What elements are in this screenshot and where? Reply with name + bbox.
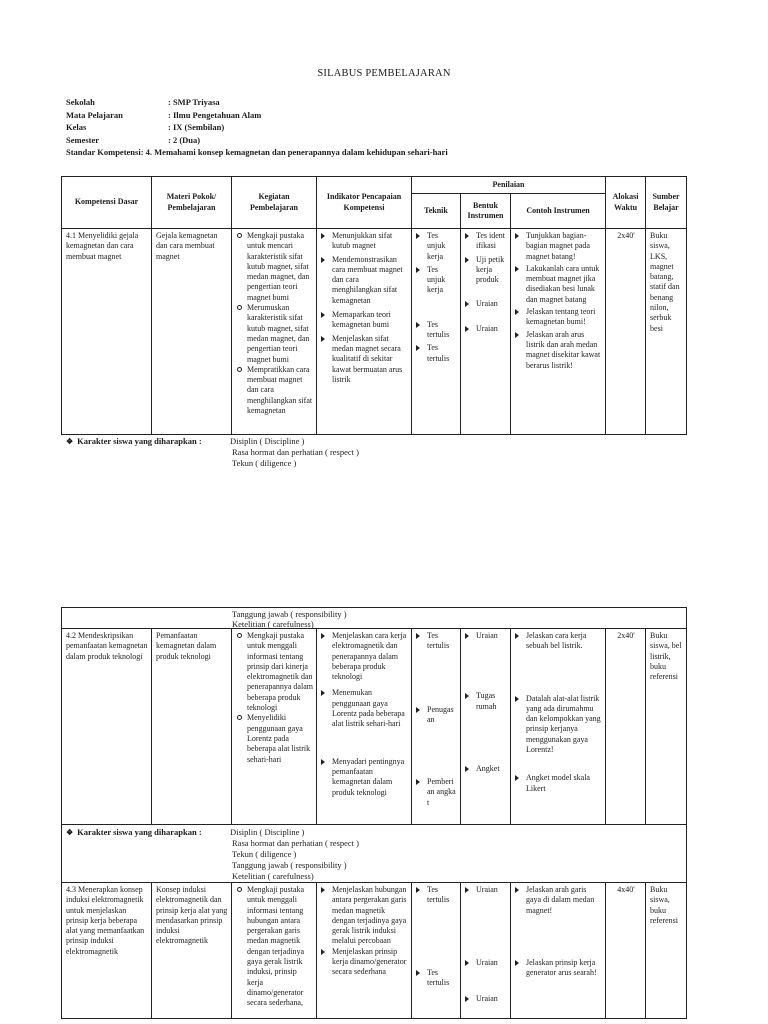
list-item: Tes tertulis [419,968,457,989]
header-bentuk: Bentuk Instrumen [461,194,511,229]
kd-cell [62,883,152,1019]
divider [61,434,687,435]
header-alokasi: Alokasi Waktu [606,177,646,229]
teknik-cell [412,629,461,825]
materi-cell [152,883,232,1019]
karakter-block [66,436,686,472]
table-row [62,883,687,1019]
karakter-line: Rasa hormat dan perhatian ( respect ) [232,447,359,457]
kd-text: 4.2 Mendeskripsikan pemanfaatan kemagnetan dalam produk teknologi [66,631,148,661]
standar-kompetensi: Standar Kompetensi: 4. Memahami konsep kemagnetan dan penerapannya dalam kehidupan sehari-hari [66,147,448,157]
bentuk-cell [461,883,511,1019]
divider [61,607,62,628]
header-penilaian: Penilaian [412,177,606,194]
list-item: Uraian [468,885,507,895]
sumber-text: Buku siswa, LKS, magnet batang, statif dan benang nilon, serbuk besi [650,231,680,333]
header-materi: Materi Pokok/ Pembelajaran [152,177,232,229]
list-item: Tes tertulis [419,631,457,652]
meta-value: : 2 (Dua) [168,134,201,145]
materi-cell [152,629,232,825]
list-item: Uraian [468,958,507,968]
kegiatan-cell [232,629,317,825]
alokasi-text: 2x40' [617,631,635,640]
list-item: Jelaskan prinsip kerja generator arus searah! [518,958,602,979]
header-kegiatan: Kegiatan Pembelajaran [232,177,317,229]
karakter-line: Ketelitian ( carefulness) [232,619,314,629]
karakter-line: Tekun ( diligence ) [232,458,297,468]
karakter-line: Tekun ( diligence ) [232,849,297,859]
list-item: Tunjukkan bagian-bagian magnet pada magnet batang! [518,231,602,262]
list-item: Uraian [468,994,507,1004]
syllabus-table-page1 [61,176,687,435]
materi-text: Pemanfaatan kemagnetan dalam produk teknologi [156,631,217,661]
kd-text: 4.3 Menerapkan konsep induksi elektromagnetik untuk menjelaskan prinsip kerja beberapa alat yang memanfaatkan prinsip induksi elektromagnetik [66,885,145,956]
list-item: Uraian [468,631,507,641]
indikator-cell [317,883,412,1019]
bentuk-cell [461,229,511,435]
list-item: Tes unjuk kerja [419,231,457,262]
karakter-block [66,827,686,883]
kegiatan-cell [232,229,317,435]
list-item: Uraian [468,299,507,309]
meta-key: Semester [66,134,100,145]
karakter-line: Tanggung jawab ( responsibility ) [232,860,347,870]
karakter-label [66,827,202,839]
teknik-cell [412,229,461,435]
contoh-cell [511,229,606,435]
list-item: Tes tertulis [419,320,457,341]
star-icon: ❖ [66,437,74,446]
list-item: Tes unjuk kerja [419,265,457,296]
contoh-cell [511,883,606,1019]
contoh-cell [511,629,606,825]
karakter-line: Rasa hormat dan perhatian ( respect ) [232,838,359,848]
teknik-cell [412,883,461,1019]
alokasi-cell [606,229,646,435]
alokasi-cell [606,883,646,1019]
sumber-cell [646,883,687,1019]
page-title: SILABUS PEMBELAJARAN [317,68,451,79]
meta-key: Mata Pelajaran [66,109,123,120]
list-item: Mendemonstrasikan cara membuat magnet dan cara menghilangkan sifat kemagnetan [324,255,408,306]
materi-text: Konsep induksi elektromagnetik dan prinsip kerja alat yang mendasarkan prinsip induksi elektromagnetik [156,885,228,946]
list-item: Mengkaji pustaka untuk menggali informasi tentang hubungan antara pergerakan garis medan magnetik dengan terjadinya gaya gerak listrik induksi, prinsip kerja dinamo/generator secara sederhana, [239,885,313,1009]
list-item: Jelaskan tentang teori kemagnetan bumi! [518,307,602,328]
list-item: Pemberian angkat [419,777,457,808]
header-contoh: Contoh Instrumen [511,194,606,229]
list-item: Menyadari pentingnya pemanfaatan kemagnetan dalam produk teknologi [324,757,408,798]
list-item: Uji petik kerja produk [468,255,507,286]
star-icon: ❖ [66,828,74,837]
list-item: Menjelaskan prinsip kerja dinamo/generator secara sederhana [324,947,408,978]
syllabus-meta [0,96,768,166]
karakter-label-text: Karakter siswa yang diharapkan : [77,827,202,837]
header-indikator: Indikator Pencapaian Kompetensi [317,177,412,229]
list-item: Lakukanlah cara untuk membuat magnet jika disediakan besi lunak dan magnet batang [518,264,602,305]
kd-cell [62,629,152,825]
list-item: Menjelaskan hubungan antara pergerakan garis medan magnetik dengan terjadinya gaya gerak listrik induksi melalui percobaan [324,885,408,947]
header-teknik: Teknik [412,194,461,229]
divider [686,824,687,882]
list-item: Mengkaji pustaka untuk menggali informasi tentang prinsip dari kinerja elektromagnetik dan penerapannya dalam beberapa produk teknologi [239,631,313,713]
indikator-cell [317,229,412,435]
list-item: Jelaskan cara kerja sebuah bel listrik. [518,631,602,652]
meta-key: Kelas [66,122,87,132]
bentuk-cell [461,629,511,825]
list-item: Tugas rumah [468,691,507,712]
list-item: Mengkaji pustaka untuk mencari karakteristik sifat kutub magnet, sifat medan magnet, dan pengertian teori magnet bumi [239,231,313,303]
list-item: Angket model skala Likert [518,773,602,794]
meta-value: : IX (Sembilan) [168,122,225,132]
list-item: Menjelaskan sifat medan magnet secara kualitatif di sekitar kawat bermuatan arus listrik [324,334,408,385]
alokasi-text: 4x40' [617,885,635,894]
list-item: Menyelidiki penggunaan gaya Lorentz pada beberapa alat listrik sehari-hari [239,713,313,764]
kd-cell [62,229,152,435]
kd-text: 4.1 Menyelidiki gejala kemagnetan dan cara membuat magnet [66,231,139,261]
indikator-cell [317,629,412,825]
karakter-label-text: Karakter siswa yang diharapkan : [77,436,202,446]
sumber-cell [646,229,687,435]
table-row [62,629,687,825]
meta-value: : SMP Triyasa [168,97,220,107]
list-item: Menjelaskan cara kerja elektromagnetik dan penerapannya dalam beberapa produk teknologi [324,631,408,682]
header-kompetensi-dasar: Kompetensi Dasar [62,177,152,229]
divider [686,607,687,628]
karakter-line: Ketelitian ( carefulness) [232,871,314,881]
list-item: Angket [468,764,507,774]
list-item: Memaparkan teori kemagnetan bumi [324,310,408,331]
divider [61,824,62,882]
list-item: Merumuskan karakteristik sifat kutub magnet, sifat medan magnet, dan pengertian teori magnet bumi [239,303,313,365]
karakter-line: Disiplin ( Discipline ) [230,436,305,446]
alokasi-cell [606,629,646,825]
materi-cell [152,229,232,435]
divider [61,607,687,608]
sumber-text: Buku siswa, bel listrik, buku referensi [650,631,682,682]
list-item: Penugasan [419,705,457,726]
sumber-cell [646,629,687,825]
syllabus-table-row2 [61,628,687,825]
kegiatan-cell [232,883,317,1019]
karakter-label [66,436,202,448]
list-item: Jelaskan arah arus listrik dan arah medan magnet disekitar kawat berarus listrik! [518,330,602,371]
meta-key: Sekolah [66,97,95,107]
table-row [62,229,687,435]
list-item: Tes tertulis [419,343,457,364]
syllabus-table-row3 [61,882,687,1019]
alokasi-text: 2x40' [617,231,635,240]
materi-text: Gejala kemagnetan dan cara membuat magnet [156,231,218,261]
list-item: Tes identifikasi [468,231,507,252]
list-item: Uraian [468,324,507,334]
list-item: Menemukan penggunaan gaya Lorentz pada beberapa alat listrik sehari-hari [324,688,408,729]
list-item: Datalah alat-alat listrik yang ada dirumahmu dan kelompokkan yang prinsip kerjanya menggunakan gaya Lorentz! [518,694,602,756]
karakter-line: Tanggung jawab ( responsibility ) [232,609,347,619]
karakter-line: Disiplin ( Discipline ) [230,827,305,837]
list-item: Jelaskan arah garis gaya di dalam medan magnet! [518,885,602,916]
sumber-text: Buku siswa, buku referensi [650,885,678,925]
list-item: Mempratikkan cara membuat magnet dan cara menghilangkan sifat kemagnetan [239,365,313,416]
meta-value: : Ilmu Pengetahuan Alam [168,109,262,120]
list-item: Tes tertulis [419,885,457,906]
header-sumber: Sumber Belajar [646,177,687,229]
list-item: Menunjukkan sifat kutub magnet [324,231,408,252]
